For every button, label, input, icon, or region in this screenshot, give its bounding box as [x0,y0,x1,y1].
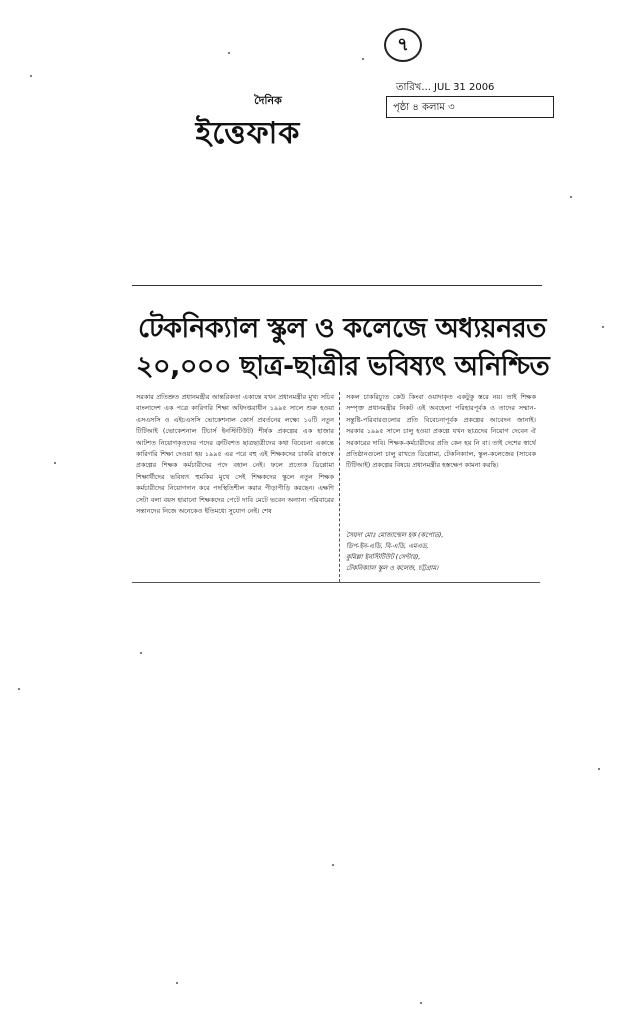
scan-speck [602,326,604,328]
byline-line: কুমিল্লা ইনস্টিটিউট (সেন্টার), [346,553,421,561]
headline-line-2: ২০,০০০ ছাত্র-ছাত্রীর ভবিষ্যৎ অনিশ্চিত [136,351,550,382]
stamp-date-line: তারিখ... JUL 31 2006 [396,82,495,93]
news-clipping [132,285,550,588]
scan-speck [420,1002,422,1004]
scan-speck [54,462,56,464]
column-divider [339,392,340,582]
page-marker: ৭ [384,28,422,62]
byline-line: টেকনিক্যাল স্কুল ও কলেজ, চট্টগ্রাম। [346,564,439,572]
author-byline [346,530,536,574]
scan-speck [362,58,364,60]
scan-speck [332,864,334,866]
clipping-bottom-edge [132,582,540,583]
scan-speck [176,982,178,984]
scan-speck [598,768,600,770]
byline-line: সৈয়দা মোঃ মোজাম্মেল হক (কপোত), [346,531,444,539]
masthead-prefix: দৈনিক [254,94,282,107]
newspaper-masthead [168,92,328,160]
scan-speck [140,652,142,654]
stamp-page-line: পৃষ্ঠা ৪ কলাম ৩ [386,96,554,118]
scan-speck [570,196,572,198]
masthead-name: ইত্তেফাক [195,116,301,151]
byline-line: ডিপ-ইন-এডি, বি-এডি, এমএড, [346,542,429,550]
scan-speck [18,688,20,690]
headline-line-1: টেকনিক্যাল স্কুল ও কলেজে অধ্যয়নরত [138,313,546,344]
article-right-column: সকল চাকরিচ্যুত কেউ কিংবা ওয়াদাকৃত একটুকু স্তরে নয়। তাই শিক্ষক সম্পৃক্ত প্রধানমন্ত্রীর নিকট এই অবহেলা পরিহারপূর্বক ও তাদের সম্মান-সন্তুষ্টি-পরিবারগুলোর প্রতি বিবেচনাপূর্বক প্রকল্পের আবেদন জানাই। সরকার ১৯৯৫ সালে চালু হওয়া প্রকল্পে যখন ছাত্রদের নিয়োগ দেবেন ঐ সরকারের দাবি। শিক্ষক-কর্মচারীদের প্রতি কেন হয় নি বা। তাই দেশের স্বার্থে প্রতিষ্ঠানগুলো চালু রাখতে ডিপ্লোমা, টেকনিক্যাল, স্কুল-কলেজের (সাবেক টিটিআই) প্রকল্পের বিষয়ে প্রধানমন্ত্রীর হস্তক্ষেপ কামনা করছি। [346,393,536,470]
article-left-column: সরকার প্রতিশ্রুত প্রধানমন্ত্রীর আন্তরিকতা একান্তে যখন প্রধানমন্ত্রীর মুখ্য সচিব বাংলাদেশ এক পত্রে কারিগরি শিক্ষা অধিদপ্তরাধীন ১৯৯৫ সালে শুরু হওয়া এসএসসি ও এইচএসসি ভোকেশনাল কোর্স প্রবর্তনের লক্ষ্যে ১০টি নতুন টিটিআই (ভোকেশনাল টিচার্স ইনস্টিটিউট) শীর্ষক প্রকল্পের এক হাজার আটশত নিয়োগকৃতদের পদের ত্রুটিবশত ছাত্রছাত্রীদের কথা বিবেচনা একান্তে কারিগরি শিক্ষা দেওয়া হয় ১৯৯৫ এর পরে বহু এই শিক্ষকদের চাকরি রাজস্বে প্রকল্পের শিক্ষক কর্মচারীদের পদে বহাল নেই। ফলে প্রত্যেক ডিপ্লোমা শিক্ষার্থীদের ভবিষ্যৎ হুমকির মুখে সেই শিক্ষকদের স্কুলে নতুন শিক্ষক কর্মচারীদের নিয়োগদান করে পদস্থিতিশীল করার পীড়াপীড়ি করছেন। এক্ষণি সেটা বলা বয়স হারানো শিক্ষকদের পেটে দাবি মেটে ভবেন অন্যান্য পরিবারের সন্তানদের নিজে অনেকেও ইতিমধ্যে সুযোগ নেই। শেষ [136,393,334,516]
scan-speck [30,75,32,77]
scan-speck [228,52,230,54]
date-stamp [386,76,556,124]
